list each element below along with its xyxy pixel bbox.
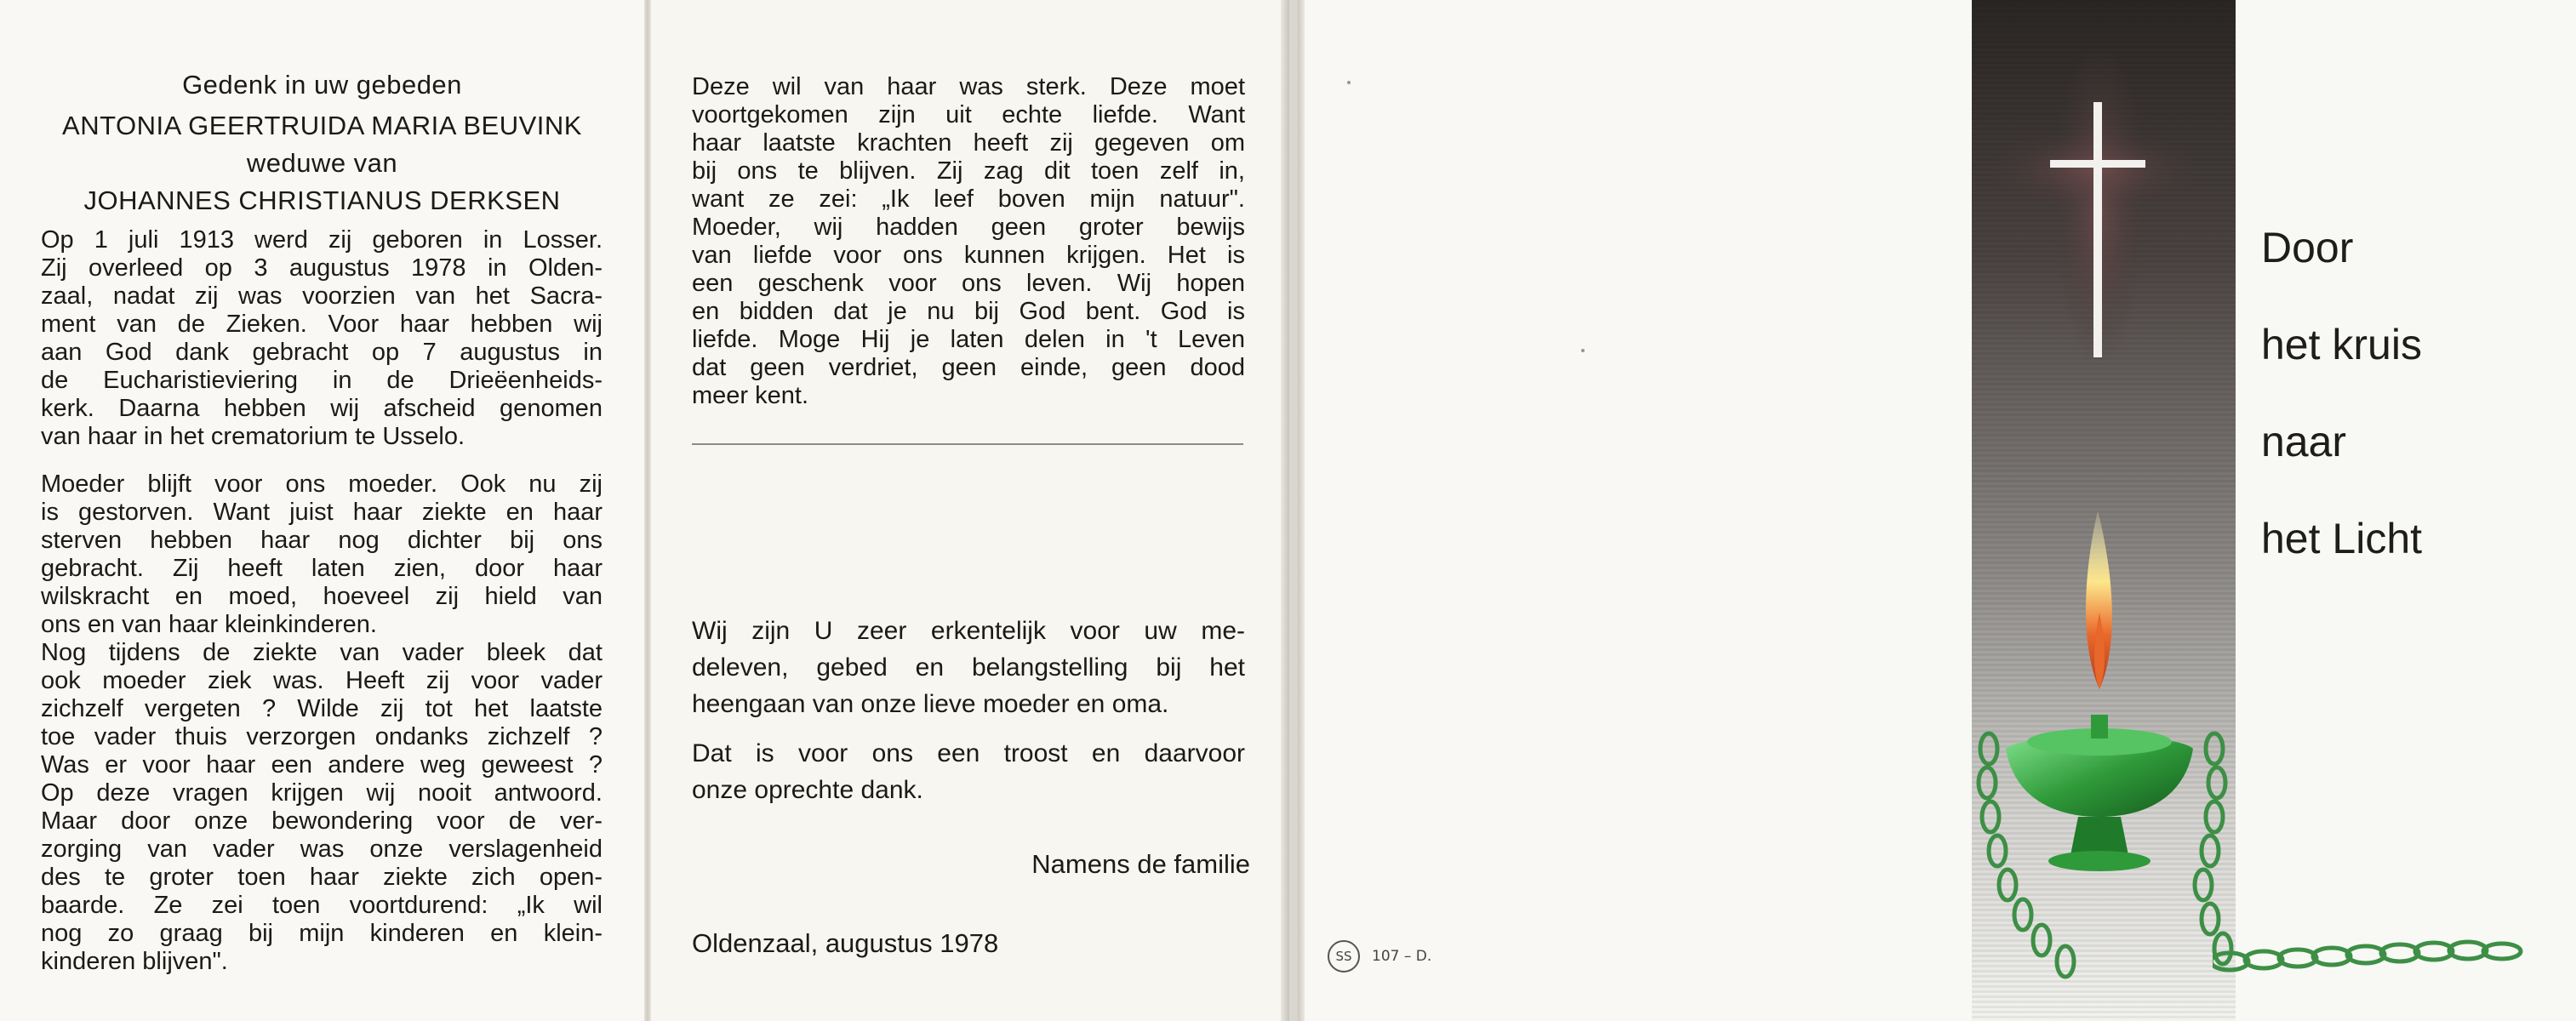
text-line: zaal, nadat zij was voorzien van het Sacra- — [41, 282, 603, 310]
text-line: Deze wil van haar was sterk. Deze moet — [692, 73, 1245, 100]
text-line: gebracht. Zij heeft laten zien, door haar — [41, 555, 603, 582]
cover-title-line: het kruis — [2261, 321, 2422, 368]
spouse-name: JOHANNES CHRISTIANUS DERKSEN — [83, 185, 561, 215]
text-line: een geschenk voor ons leven. Wij hopen — [692, 270, 1245, 297]
text-line: aan God dank gebracht op 7 augustus in — [41, 339, 603, 366]
biography-paragraph — [41, 226, 603, 451]
deceased-name: ANTONIA GEERTRUIDA MARIA BEUVINK — [62, 111, 582, 140]
paper-speck — [1347, 81, 1351, 84]
text-line: haar laatste krachten heeft zij gegeven om — [692, 129, 1245, 157]
text-line: want ze zei: „Ik leef boven mijn natuur". — [692, 185, 1245, 213]
center-fold — [644, 0, 651, 1021]
text-line: Nog tijdens de ziekte van vader bleek dat — [41, 639, 603, 666]
text-line: Wij zijn U zeer erkentelijk voor uw me- — [692, 617, 1245, 645]
text-line: Moeder blijft voor ons moeder. Ook nu zij — [41, 471, 603, 498]
text-line: de Eucharistieviering in de Drieëenheids- — [41, 367, 603, 394]
place-date: Oldenzaal, augustus 1978 — [692, 928, 999, 958]
text-line: Maar door onze bewondering voor de ver- — [41, 807, 603, 835]
heading-widow-of: weduwe van — [246, 148, 398, 178]
text-line: zichzelf vergeten ? Wilde zij tot het laatste — [41, 695, 603, 722]
text-line: deleven, gebed en belangstelling bij het — [692, 653, 1245, 682]
cover-title-line: Door — [2261, 224, 2354, 271]
text-line: liefde. Moge Hij je laten delen in 't Leven — [692, 326, 1245, 353]
back-cover — [1298, 0, 1842, 1021]
text-line: bij ons te blijven. Zij zag dit toen zelf in, — [692, 157, 1245, 185]
text-line: ook moeder ziek was. Heeft zij voor vader — [41, 667, 603, 694]
text-line: van liefde voor ons kunnen krijgen. Het is — [692, 242, 1245, 269]
text-line: Dat is voor ons een troost en daarvoor — [692, 739, 1245, 767]
text-line: heengaan van onze lieve moeder en oma. — [692, 690, 1169, 718]
text-line: kinderen blijven". — [41, 948, 228, 975]
reflection-paragraph — [41, 471, 603, 976]
text-line: ons en van haar kleinkinderen. — [41, 611, 377, 638]
card-outside-spread — [1298, 0, 2576, 1021]
printer-mark — [1328, 940, 1431, 973]
text-line: Moeder, wij hadden geen groter bewijs — [692, 214, 1245, 241]
text-line: voortgekomen zijn uit echte liefde. Want — [692, 101, 1245, 128]
gratitude-paragraph — [692, 735, 1245, 808]
text-line: baarde. Ze zei toen voortdurend: „Ik wil — [41, 892, 603, 919]
text-line: en bidden dat je nu bij God bent. God is — [692, 298, 1245, 325]
text-line: Op deze vragen krijgen wij nooit antwoord. — [41, 779, 603, 807]
thanks-paragraph — [692, 613, 1245, 722]
text-line: toe vader thuis verzorgen ondanks zichzelf ? — [41, 723, 603, 750]
paper-speck — [1581, 349, 1585, 352]
printer-code: 107 – D. — [1372, 948, 1432, 965]
text-line: ment van de Zieken. Voor haar hebben wij — [41, 311, 603, 338]
text-line: Was er voor haar een andere weg geweest ? — [41, 751, 603, 779]
text-line: Op 1 juli 1913 werd zij geboren in Losser. — [41, 226, 603, 254]
heading-remember: Gedenk in uw gebeden — [182, 70, 462, 100]
continuation-paragraph — [692, 73, 1245, 410]
text-line: meer kent. — [692, 382, 808, 409]
lamp-cross-illustration — [1972, 0, 2236, 1021]
left-fold — [1298, 0, 1305, 1021]
card-edge — [1281, 0, 1289, 1021]
text-line: van haar in het crematorium te Usselo. — [41, 423, 466, 450]
text-line: onze oprechte dank. — [692, 776, 923, 804]
text-line: dat geen verdriet, geen einde, geen dood — [692, 354, 1245, 381]
printer-logo-icon: SS — [1328, 940, 1360, 973]
cover-illustration — [1972, 0, 2236, 1021]
text-line: sterven hebben haar nog dichter bij ons — [41, 527, 603, 554]
chain-extension-icon — [2213, 927, 2570, 995]
text-line: nog zo graag bij mijn kinderen en klein- — [41, 920, 603, 947]
family-signature: Namens de familie — [1031, 849, 1250, 879]
inside-right-panel — [651, 0, 1289, 1021]
cover-title-line: naar — [2261, 418, 2347, 465]
text-line: des te groter toen haar ziekte zich open- — [41, 864, 603, 891]
text-line: kerk. Daarna hebben wij afscheid genomen — [41, 395, 603, 422]
text-line: is gestorven. Want juist haar ziekte en haar — [41, 499, 603, 526]
divider-rule — [692, 443, 1243, 445]
inside-left-panel — [0, 0, 644, 1021]
text-line: zorging van vader was onze verslagenheid — [41, 836, 603, 863]
cover-title-line: het Licht — [2261, 515, 2423, 562]
text-line: Zij overleed op 3 augustus 1978 in Olden- — [41, 254, 603, 282]
text-line: wilskracht en moed, hoeveel zij hield van — [41, 583, 603, 610]
